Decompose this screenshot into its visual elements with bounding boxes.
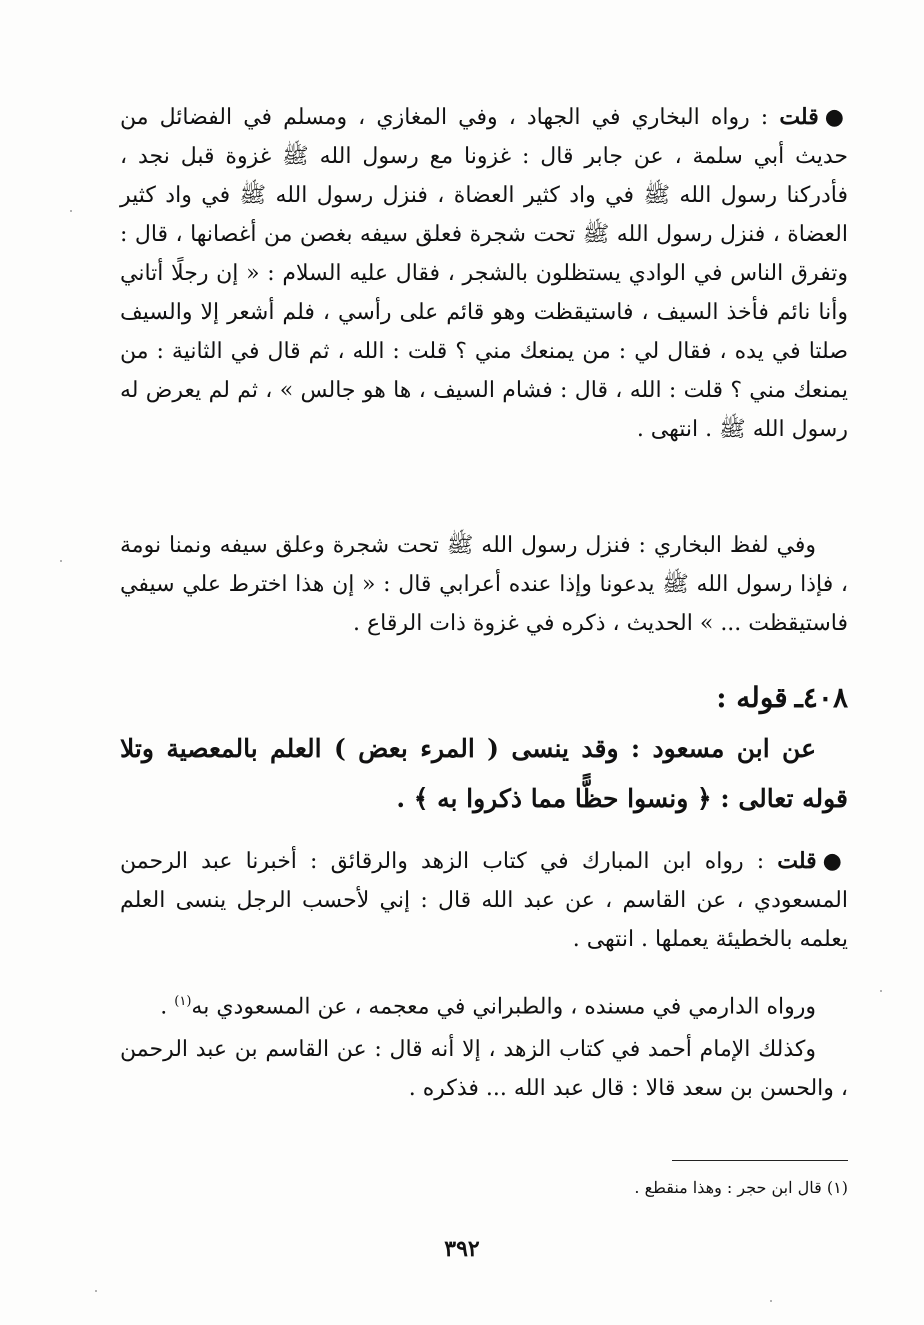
lead-word: قلت xyxy=(777,848,817,874)
scan-speck xyxy=(770,1300,772,1302)
paragraph: وكذلك الإمام أحمد في كتاب الزهد ، إلا أنه قال : عن القاسم بن عبد الرحمن ، والحسن بن سعد قالا : قال عبد الله ... فذكره . xyxy=(120,1037,848,1101)
paragraph xyxy=(120,842,848,959)
paragraph xyxy=(120,98,848,449)
footnote-divider xyxy=(672,1160,848,1161)
bullet-marker: ● xyxy=(824,104,849,130)
passage-2 xyxy=(120,526,848,643)
paragraph-text: ورواه الدارمي في مسنده ، والطبراني في معجمه ، عن المسعودي به xyxy=(191,994,816,1020)
passage-4 xyxy=(120,982,848,1026)
footnote xyxy=(400,1176,848,1200)
quote-text: عن ابن مسعود : وقد ينسى ( المرء بعض ) العلم بالمعصية وتلا قوله تعالى : ﴿ ونسوا حظًّا مما ذكروا به ﴾ . xyxy=(120,734,848,813)
heading-title: قوله : xyxy=(716,681,788,714)
section-heading xyxy=(120,676,848,723)
heading-number: ٤٠٨ـ xyxy=(794,681,848,714)
bullet-marker: ● xyxy=(822,848,849,874)
passage-3 xyxy=(120,842,848,959)
scan-speck xyxy=(880,990,882,992)
paragraph-text: : رواه البخاري في الجهاد ، وفي المغازي ، ومسلم في الفضائل من حديث أبي سلمة ، عن جابر قال : غزونا مع رسول الله ﷺ غزوة قبل نجد ، فأدركنا رسول الله ﷺ في واد كثير العضاة ، فنزل رسول الله ﷺ في واد كثير العضاة ، فنزل رسول الله ﷺ تحت شجرة فعلق سيفه بغصن من أغصانها ، قال : وتفرق الناس في الوادي يستظلون بالشجر ، فقال عليه السلام : « إن رجلًا أتاني وأنا نائم فأخذ السيف ، فاستيقظت وهو قائم على رأسي ، فلم أشعر إلا والسيف صلتا في يده ، فقال لي : من يمنعك مني ؟ قلت : الله ، ثم قال في الثانية : من يمنعك مني ؟ قلت : الله ، قال : فشام السيف ، ها هو جالس » ، ثم لم يعرض له رسول الله ﷺ . انتهى . xyxy=(120,105,848,442)
scan-speck xyxy=(95,1290,97,1292)
paragraph: وفي لفظ البخاري : فنزل رسول الله ﷺ تحت شجرة وعلق سيفه ونمنا نومة ، فإذا رسول الله ﷺ يدعونا وإذا عنده أعرابي قال : « إن هذا اخترط علي سيفي فاستيقظت ... » الحديث ، ذكره في غزوة ذات الرقاع . xyxy=(120,533,848,636)
footnote-reference: (١) xyxy=(174,994,192,1009)
passage-5 xyxy=(120,1030,848,1108)
scan-speck xyxy=(60,560,62,562)
quoted-statement xyxy=(120,724,848,824)
passage-1 xyxy=(120,98,848,449)
paragraph xyxy=(120,982,848,1026)
footnote-marker: (١) xyxy=(826,1178,848,1197)
scan-speck xyxy=(70,210,72,212)
lead-word: قلت xyxy=(779,104,819,130)
page-number: ٣٩٢ xyxy=(444,1236,480,1262)
footnote-text: قال ابن حجر : وهذا منقطع . xyxy=(634,1178,822,1197)
paragraph-end: . xyxy=(160,994,175,1020)
paragraph-text: : رواه ابن المبارك في كتاب الزهد والرقائق : أخبرنا عبد الرحمن المسعودي ، عن القاسم ، عن عبد الله قال : إني لأحسب الرجل ينسى العلم يعلمه بالخطيئة يعملها . انتهى . xyxy=(120,849,848,952)
